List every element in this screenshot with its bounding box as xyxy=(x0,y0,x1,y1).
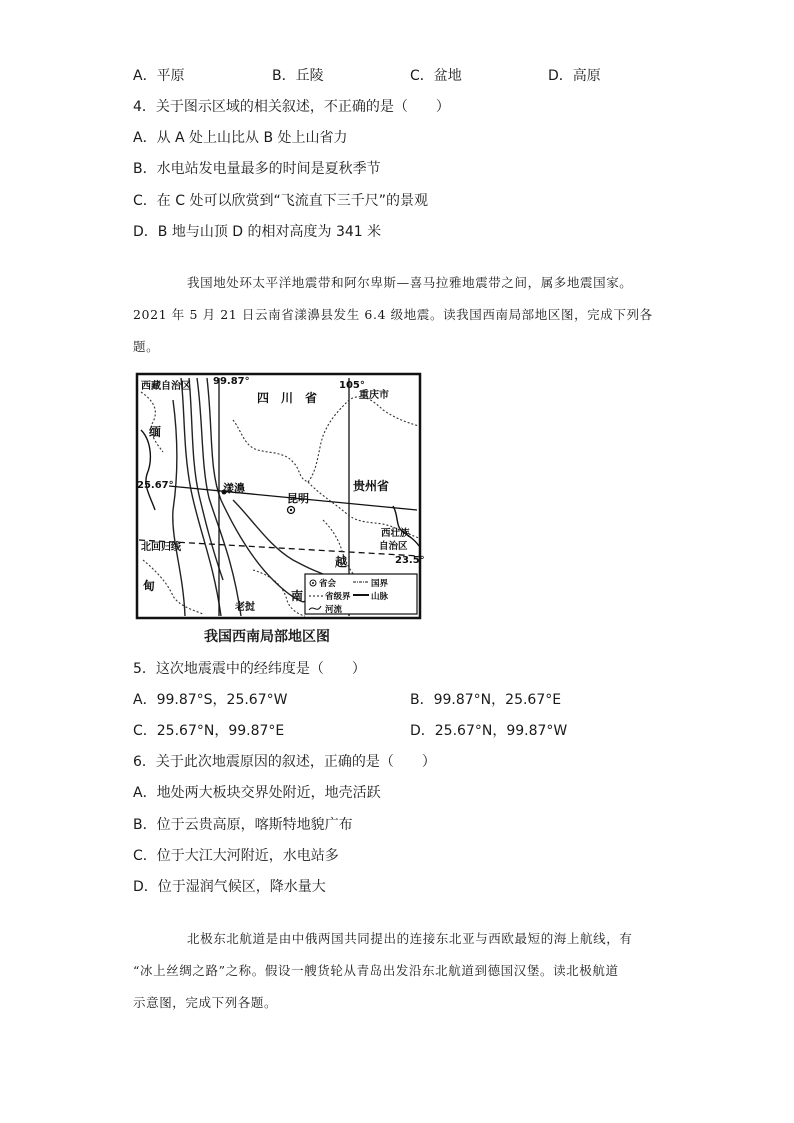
label-tibet: 西藏自治区 xyxy=(141,381,191,392)
passage2-line-2: “冰上丝绸之路”之称。假设一艘货轮从青岛出发沿东北航道到德国汉堡。读北极航道 xyxy=(133,963,619,978)
q6-option-c: C．位于大江大河附近，水电站多 xyxy=(133,848,339,864)
q5-stem: 5．这次地震震中的经纬度是（ ） xyxy=(133,661,366,677)
q4-stem: 4．关于图示区域的相关叙述，不正确的是（ ） xyxy=(133,99,450,115)
legend-border: 国界 xyxy=(371,579,389,589)
label-nan: 南 xyxy=(291,589,304,603)
label-guangxi-2: 自治区 xyxy=(379,541,408,552)
q6-option-b: B．位于云贵高原，喀斯特地貌广布 xyxy=(133,817,353,833)
passage1-line-1: 我国地处环太平洋地震带和阿尔卑斯—喜马拉雅地震带之间，属多地震国家。 xyxy=(187,275,633,290)
label-lat-23: 23.5° xyxy=(395,555,425,566)
legend-province: 省级界 xyxy=(325,592,351,602)
q5-option-b: B．99.87°N，25.67°E xyxy=(410,692,562,708)
q3-option-c: C．盆地 xyxy=(410,68,462,84)
label-lon-105: 105° xyxy=(339,380,365,391)
q4-option-c: C．在 C 处可以欣赏到“飞流直下三千尺”的景观 xyxy=(133,193,428,209)
label-guizhou: 贵州省 xyxy=(353,479,390,493)
q6-option-d: D．位于湿润气候区，降水量大 xyxy=(133,879,326,895)
q5-option-d: D．25.67°N，99.87°W xyxy=(410,723,568,739)
q4-option-a: A．从 A 处上山比从 B 处上山省力 xyxy=(133,130,348,146)
label-sichuan: 四 川 省 xyxy=(257,391,318,405)
q5-option-c: C．25.67°N，99.87°E xyxy=(133,723,285,739)
label-guangxi-1: 西壮族 xyxy=(381,528,410,539)
label-kunming: 昆明 xyxy=(287,492,309,505)
map-title: 我国西南局部地区图 xyxy=(204,629,330,645)
q3-option-b: B．丘陵 xyxy=(272,68,324,84)
passage2-line-3: 示意图，完成下列各题。 xyxy=(133,995,278,1010)
label-yangbi: 漾濞 xyxy=(223,482,245,495)
map-legend xyxy=(305,574,417,615)
q4-option-d: D．B 地与山顶 D 的相对高度为 341 米 xyxy=(133,224,382,240)
legend-capital: 省会 xyxy=(319,579,337,589)
passage1-line-2: 2021 年 5 月 21 日云南省漾濞县发生 6.4 级地震。读我国西南局部地区图，完成下列各 xyxy=(133,307,653,322)
label-myanmar: 缅 xyxy=(149,425,162,439)
label-dian: 甸 xyxy=(143,579,156,593)
passage2-line-1: 北极东北航道是由中俄两国共同提出的连接东北亚与西欧最短的海上航线，有 xyxy=(187,931,633,946)
southwest-china-map xyxy=(133,370,425,623)
label-tropic: 北回归线 xyxy=(141,542,181,553)
passage1-line-3: 题。 xyxy=(133,339,160,354)
legend-mountain: 山脉 xyxy=(371,592,389,602)
q3-option-d: D．高原 xyxy=(548,68,601,84)
q5-option-a: A．99.87°S，25.67°W xyxy=(133,692,288,708)
label-lon-99: 99.87° xyxy=(213,376,250,387)
q6-option-a: A．地处两大板块交界处附近，地壳活跃 xyxy=(133,785,381,801)
label-chongqing: 重庆市 xyxy=(359,390,389,401)
legend-river: 河流 xyxy=(325,605,343,615)
q4-option-b: B．水电站发电量最多的时间是夏秋季节 xyxy=(133,161,381,177)
label-yue: 越 xyxy=(335,555,348,569)
label-laos: 老挝 xyxy=(235,602,255,613)
q6-stem: 6．关于此次地震原因的叙述，正确的是（ ） xyxy=(133,754,436,770)
q3-option-a: A．平原 xyxy=(133,68,185,84)
label-lat-25: 25.67° xyxy=(137,480,174,491)
